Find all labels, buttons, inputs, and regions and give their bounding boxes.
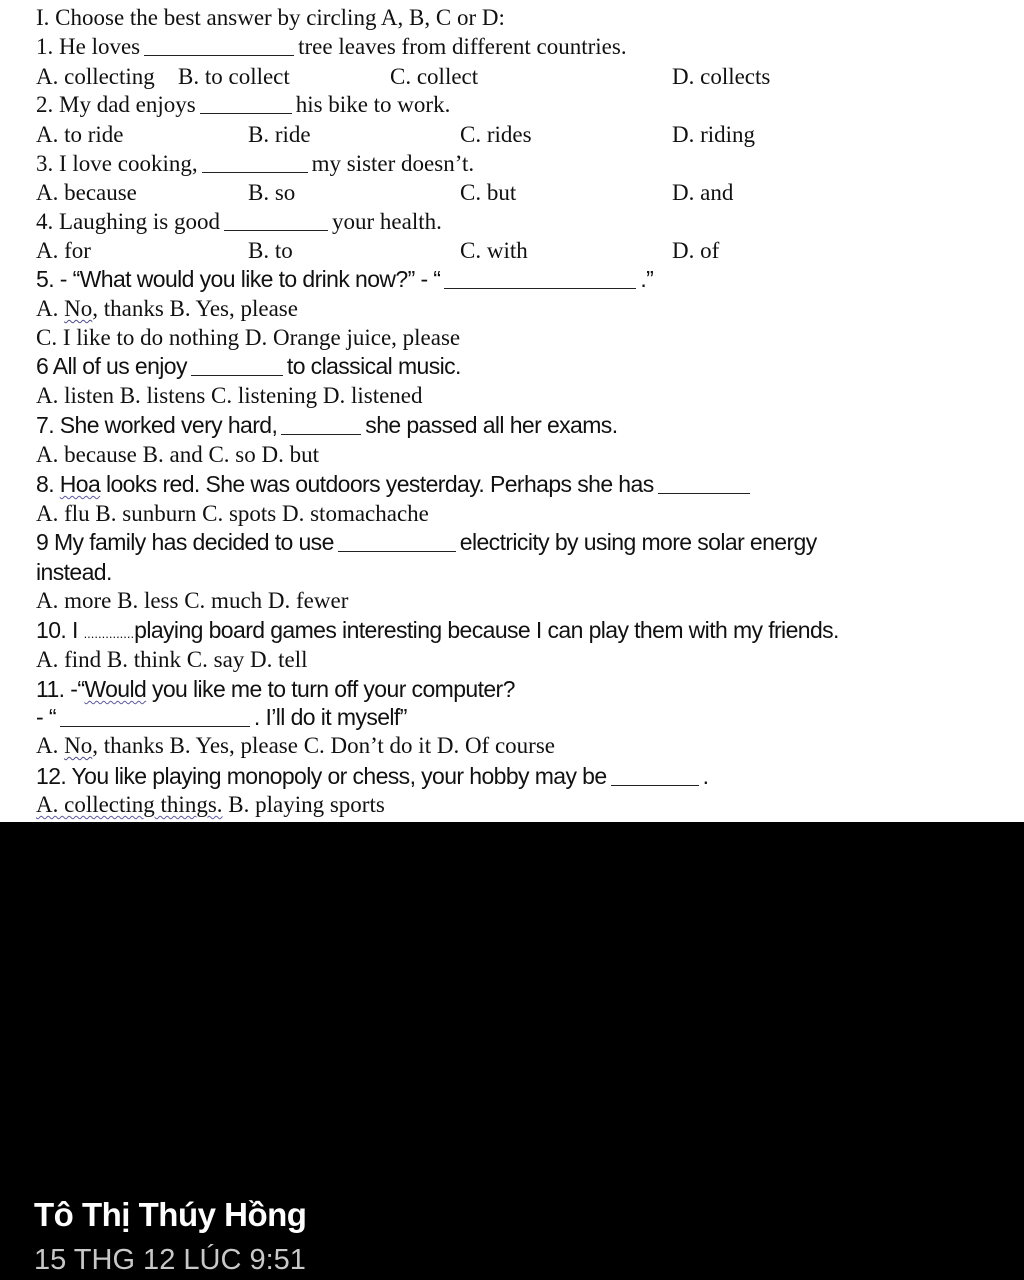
question-7-stem-end: she passed all her exams. bbox=[365, 412, 618, 438]
q4-option-a[interactable]: A. for bbox=[36, 238, 91, 263]
question-9-stem: 9 My family has decided to use bbox=[36, 529, 334, 555]
question-10 bbox=[36, 619, 839, 642]
q4-option-d[interactable]: D. of bbox=[672, 238, 720, 263]
question-7-stem: 7. She worked very hard, bbox=[36, 412, 278, 438]
question-12-stem-end: . bbox=[702, 763, 709, 789]
question-5 bbox=[36, 268, 653, 291]
question-2-stem: 2. My dad enjoys bbox=[36, 92, 196, 117]
question-1-stem-end: tree leaves from different countries. bbox=[298, 34, 627, 59]
q2-option-a[interactable]: A. to ride bbox=[36, 122, 124, 147]
answer-blank bbox=[444, 288, 636, 289]
answer-blank bbox=[281, 434, 361, 435]
question-12 bbox=[36, 765, 708, 788]
question-11-reply bbox=[36, 706, 407, 729]
question-8 bbox=[36, 473, 754, 496]
answer-blank bbox=[60, 726, 250, 727]
question-5-options[interactable]: A. No, thanks B. Yes, please bbox=[36, 296, 298, 321]
q3-option-b[interactable]: B. so bbox=[248, 180, 296, 205]
question-3-stem-end: my sister doesn’t. bbox=[311, 151, 475, 176]
q2-option-c[interactable]: C. rides bbox=[460, 122, 532, 147]
question-11-reply-end: . I’ll do it myself” bbox=[253, 704, 407, 730]
question-8-stem: looks red. She was outdoors yesterday. Perhaps she has bbox=[105, 471, 654, 497]
question-8-options[interactable]: A. flu B. sunburn C. spots D. stomachache bbox=[36, 501, 429, 526]
question-7-options[interactable]: A. because B. and C. so D. but bbox=[36, 442, 319, 467]
question-9-continued: instead. bbox=[36, 559, 112, 585]
question-5-stem: 5. - “What would you like to drink now?” - “ bbox=[36, 266, 441, 292]
answer-blank bbox=[144, 55, 294, 56]
q4-option-b[interactable]: B. to bbox=[248, 238, 293, 263]
q1-option-d[interactable]: D. collects bbox=[672, 64, 771, 89]
q2-option-d[interactable]: D. riding bbox=[672, 122, 756, 147]
answer-blank bbox=[202, 172, 308, 173]
question-3 bbox=[36, 152, 474, 175]
question-5-options-2[interactable]: C. I like to do nothing D. Orange juice, please bbox=[36, 325, 461, 350]
question-9-options[interactable]: A. more B. less C. much D. fewer bbox=[36, 588, 349, 613]
question-11-reply-start: - “ bbox=[36, 704, 56, 730]
question-6-options[interactable]: A. listen B. listens C. listening D. listened bbox=[36, 383, 423, 408]
answer-blank bbox=[611, 785, 699, 786]
question-4-stem: 4. Laughing is good bbox=[36, 209, 220, 234]
question-7 bbox=[36, 414, 618, 437]
dotted-blank: .............. bbox=[83, 626, 135, 641]
question-8-number: 8. bbox=[36, 471, 54, 497]
question-1-stem: 1. He loves bbox=[36, 34, 141, 59]
q5-option-a-word: No bbox=[64, 296, 93, 321]
question-2-stem-end: his bike to work. bbox=[295, 92, 451, 117]
question-4-stem-end: your health. bbox=[332, 209, 442, 234]
question-4 bbox=[36, 210, 442, 233]
answer-blank bbox=[658, 493, 750, 494]
post-timestamp: 15 THG 12 LÚC 9:51 bbox=[34, 1244, 306, 1276]
question-2 bbox=[36, 93, 450, 116]
question-1 bbox=[36, 35, 627, 58]
q4-option-c[interactable]: C. with bbox=[460, 238, 528, 263]
answer-blank bbox=[224, 230, 328, 231]
question-6 bbox=[36, 355, 461, 378]
q3-option-a[interactable]: A. because bbox=[36, 180, 137, 205]
section-instruction: I. Choose the best answer by circling A, B, C or D: bbox=[36, 5, 505, 30]
q1-option-b[interactable]: B. to collect bbox=[178, 64, 290, 89]
question-9 bbox=[36, 531, 817, 554]
question-10-stem: playing board games interesting because I can play them with my friends. bbox=[134, 617, 839, 643]
q5-options-rest: , thanks B. Yes, please bbox=[92, 296, 298, 321]
question-11-number: 11. -“ bbox=[36, 676, 85, 702]
answer-blank bbox=[200, 113, 292, 114]
q12-option-a[interactable]: A. collecting things. bbox=[36, 792, 223, 817]
question-12-options[interactable] bbox=[36, 793, 385, 816]
question-12-stem: 12. You like playing monopoly or chess, your hobby may be bbox=[36, 763, 607, 789]
question-11 bbox=[36, 678, 515, 701]
question-11-stem: you like me to turn off your computer? bbox=[151, 676, 515, 702]
q11-option-a-word: No bbox=[64, 733, 93, 758]
question-5-stem-end: .” bbox=[640, 266, 654, 292]
q2-option-b[interactable]: B. ride bbox=[248, 122, 311, 147]
q1-option-a[interactable]: A. collecting bbox=[36, 64, 155, 89]
q12-option-b[interactable]: B. playing sports bbox=[228, 792, 385, 817]
q11-underlined-word: Would bbox=[84, 676, 147, 702]
answer-blank bbox=[191, 375, 283, 376]
q3-option-c[interactable]: C. but bbox=[460, 180, 517, 205]
question-10-number: 10. I bbox=[36, 617, 78, 643]
question-3-stem: 3. I love cooking, bbox=[36, 151, 198, 176]
answer-blank bbox=[338, 551, 456, 552]
question-6-stem: 6 All of us enjoy bbox=[36, 353, 187, 379]
q11-options-rest: , thanks B. Yes, please C. Don’t do it D. Of course bbox=[92, 733, 555, 758]
q3-option-d[interactable]: D. and bbox=[672, 180, 734, 205]
question-6-stem-end: to classical music. bbox=[286, 353, 461, 379]
q1-option-c[interactable]: C. collect bbox=[390, 64, 479, 89]
q8-name: Hoa bbox=[59, 471, 101, 497]
question-11-options[interactable]: A. No, thanks B. Yes, please C. Don’t do it D. Of course bbox=[36, 733, 555, 758]
question-10-options[interactable]: A. find B. think C. say D. tell bbox=[36, 647, 308, 672]
poster-name[interactable]: Tô Thị Thúy Hồng bbox=[34, 1196, 307, 1233]
question-9-stem-end: electricity by using more solar energy bbox=[459, 529, 817, 555]
